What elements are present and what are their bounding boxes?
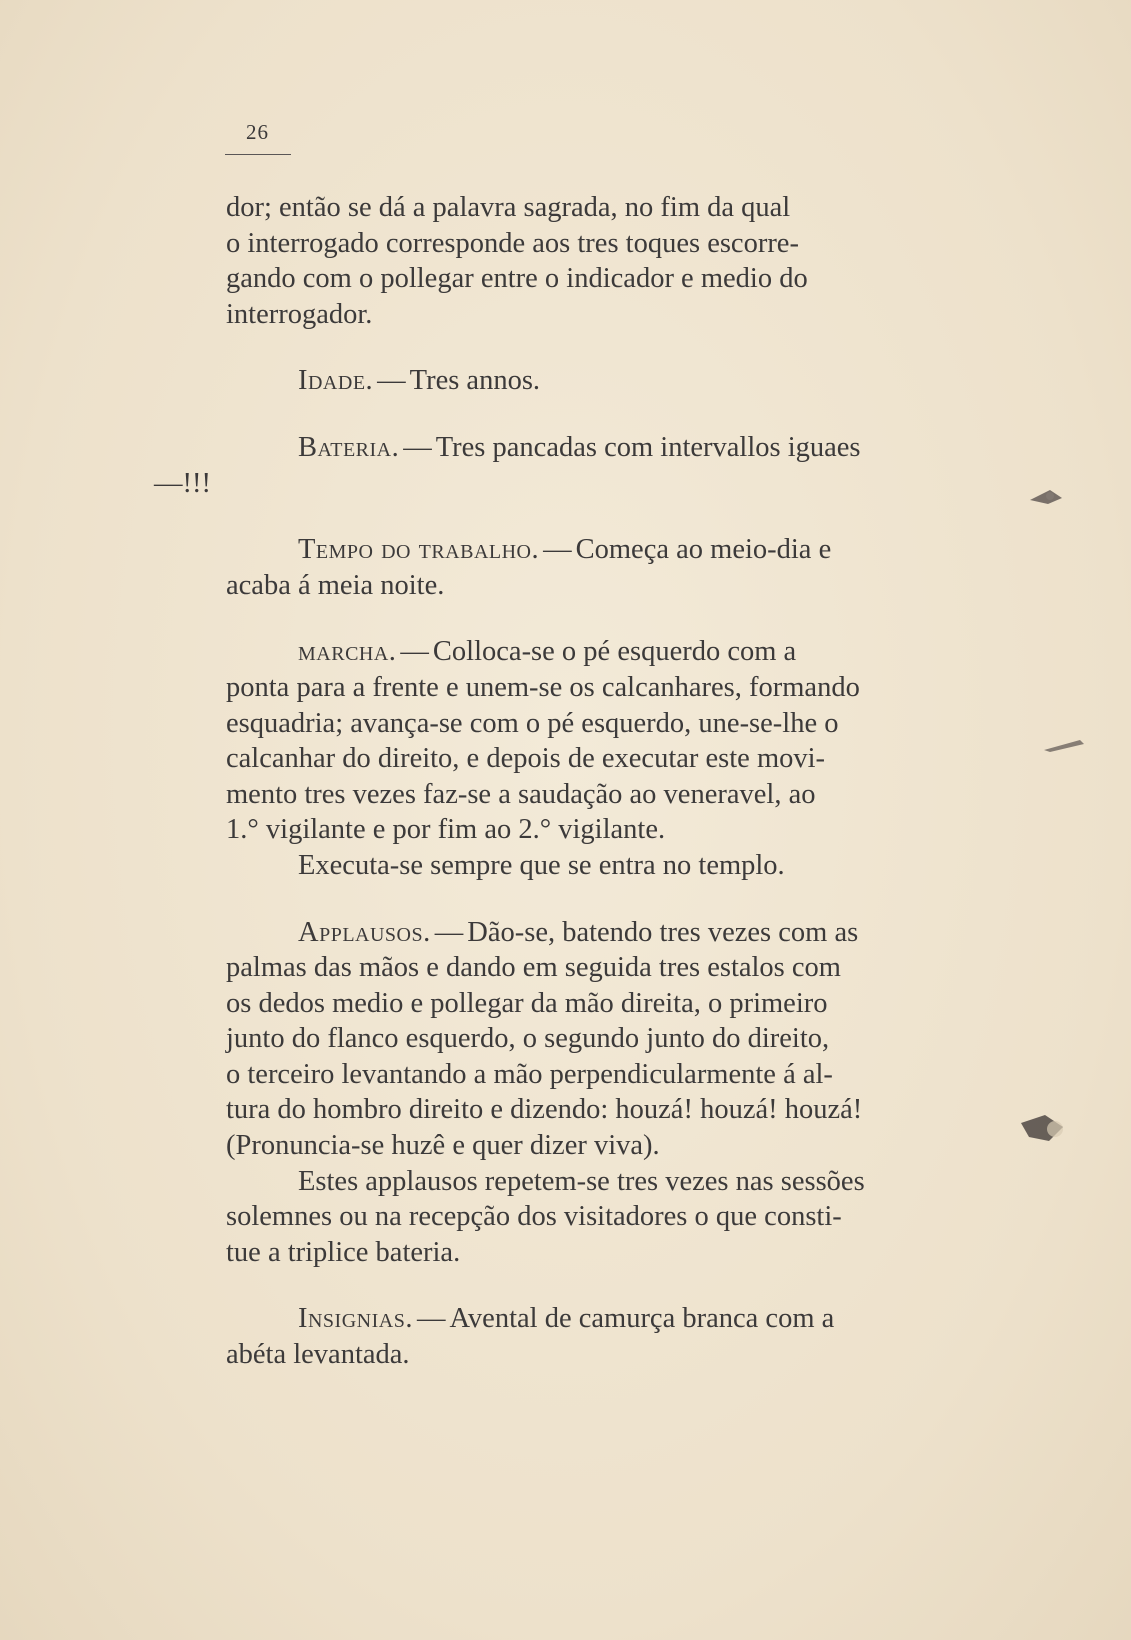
em-dash: —	[434, 916, 464, 948]
text-line: tue a triplice bateria.	[226, 1236, 461, 1268]
paragraph-continuation	[226, 190, 984, 332]
text-line: o interrogado corresponde aos tres toques escorre-	[226, 227, 799, 259]
paragraph-tempo	[226, 532, 984, 603]
worm-hole-mark	[1040, 730, 1090, 760]
section-text-cont: acaba á meia noite.	[226, 569, 445, 601]
worm-hole-mark	[1020, 470, 1070, 520]
section-heading-tempo: Tempo do trabalho.	[298, 534, 540, 566]
section-text-cont: abéta levantada.	[226, 1339, 410, 1371]
paragraph-marcha-extra	[226, 848, 984, 884]
em-dash: —	[400, 636, 429, 668]
em-dash: —	[377, 365, 406, 397]
text-line: (Pronuncia-se huzê e quer dizer viva).	[226, 1130, 660, 1162]
text-line: ponta para a frente e unem-se os calcanhares, formando	[226, 671, 860, 703]
text-line: tura do hombro direito e dizendo: houzá! houzá! houzá!	[226, 1094, 863, 1126]
text-line: interrogador.	[226, 298, 373, 330]
em-dash: —	[403, 431, 432, 463]
section-text: Tres pancadas com intervallos iguaes	[435, 431, 861, 463]
em-dash: —	[416, 1303, 446, 1335]
text-line: mento tres vezes faz-se a saudação ao veneravel, ao	[226, 778, 816, 810]
section-text: Avental de camurça branca com a	[449, 1303, 835, 1335]
text-line: calcanhar do direito, e depois de executar este movi-	[226, 743, 826, 775]
text-line: junto do flanco esquerdo, o segundo junto do direito,	[226, 1023, 830, 1055]
worm-hole-mark	[1015, 1105, 1075, 1155]
section-text: Tres annos.	[409, 365, 541, 397]
em-dash: —	[543, 534, 572, 566]
page-number: 26	[246, 120, 269, 144]
text-line: 1.° vigilante e por fim ao 2.° vigilante.	[226, 814, 666, 846]
text-line: gando com o pollegar entre o indicador e medio do	[226, 263, 808, 295]
section-heading-bateria: Bateria.	[298, 431, 400, 463]
section-text-tail: —!!!	[154, 467, 211, 499]
paragraph-applausos-extra-body	[226, 1199, 984, 1270]
text-line: esquadria; avança-se com o pé esquerdo, une-se-lhe o	[226, 707, 839, 739]
paragraph-insignias	[226, 1301, 984, 1372]
paragraph-applausos	[226, 915, 984, 951]
section-text: Dão-se, batendo tres vezes com as	[467, 916, 859, 948]
paragraph-idade	[226, 363, 984, 399]
text-line: dor; então se dá a palavra sagrada, no fim da qual	[226, 192, 791, 223]
paragraph-bateria	[154, 430, 984, 501]
text-line: solemnes ou na recepção dos visitadores o que consti-	[226, 1201, 842, 1233]
section-heading-marcha: marcha.	[298, 636, 397, 668]
section-heading-applausos: Applausos.	[298, 916, 431, 948]
text-line: os dedos medio e pollegar da mão direita, o primeiro	[226, 987, 828, 1019]
text-line: palmas das mãos e dando em seguida tres estalos com	[226, 952, 841, 984]
section-heading-idade: Idade.	[298, 365, 374, 397]
paragraph-applausos-extra	[226, 1164, 984, 1200]
section-text: Colloca-se o pé esquerdo com a	[432, 636, 797, 668]
section-heading-insignias: Insignias.	[298, 1303, 413, 1335]
page-body	[154, 190, 984, 1373]
section-text: Começa ao meio-dia e	[575, 534, 832, 566]
paragraph-marcha-body	[226, 670, 984, 848]
text-line: o terceiro levantando a mão perpendicularmente á al-	[226, 1058, 833, 1090]
paragraph-marcha	[226, 634, 984, 670]
text-line: Estes applausos repetem-se tres vezes nas sessões	[298, 1165, 865, 1197]
page-number-rule	[225, 154, 291, 155]
paragraph-applausos-body	[226, 950, 984, 1164]
text-line: Executa-se sempre que se entra no templo.	[298, 849, 785, 881]
